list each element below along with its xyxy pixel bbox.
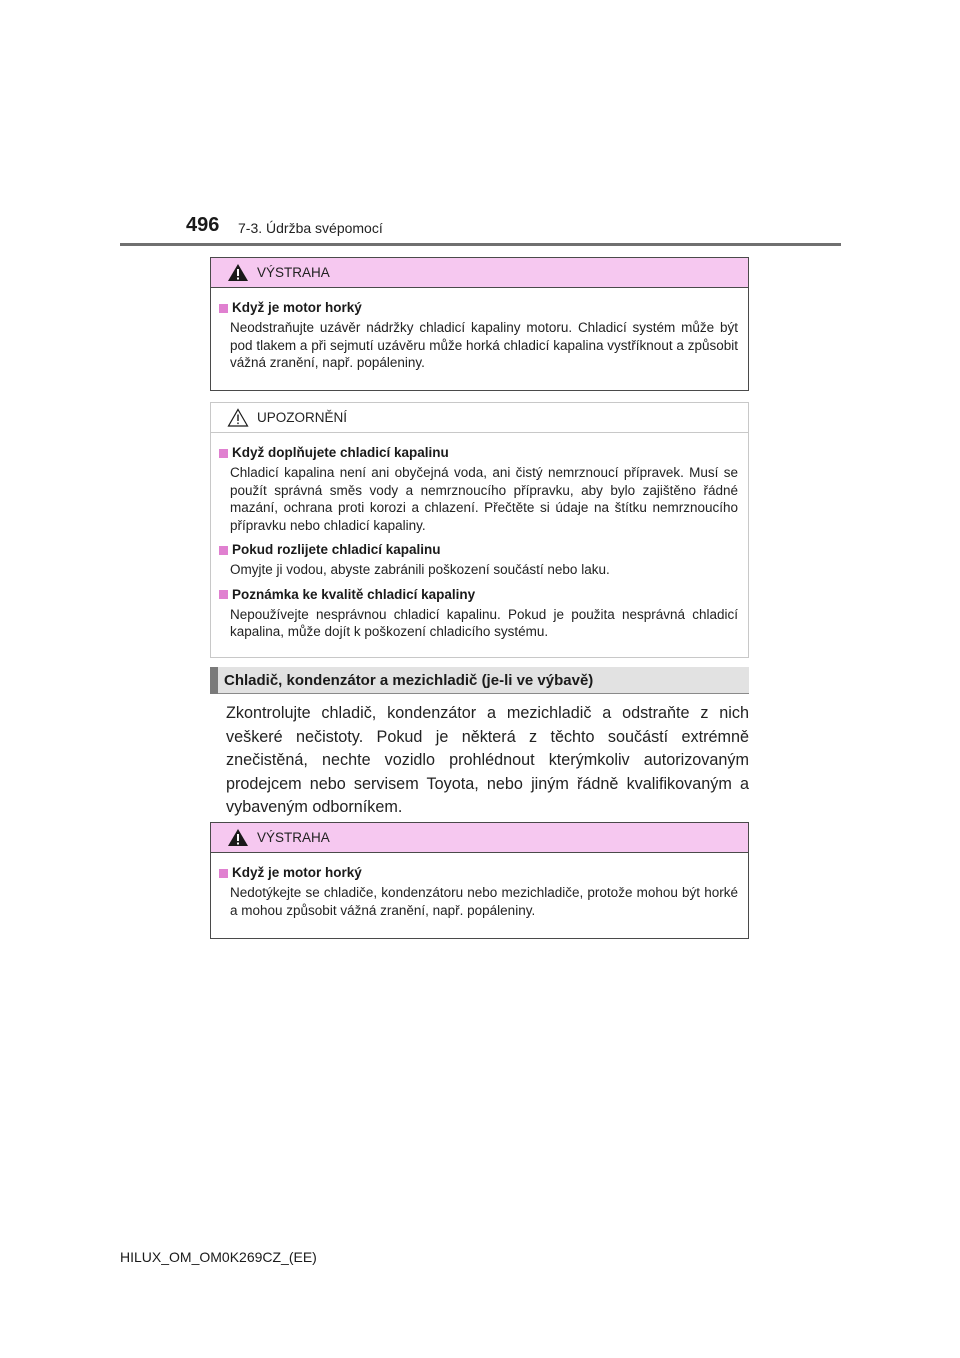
warning-label: VÝSTRAHA xyxy=(257,830,330,845)
bullet-square-icon xyxy=(219,546,228,555)
section-heading xyxy=(210,667,749,694)
caution-box-coolant xyxy=(210,402,749,658)
caution-item xyxy=(218,585,738,641)
caution-header xyxy=(211,403,748,433)
bullet-square-icon xyxy=(219,869,228,878)
bullet-square-icon xyxy=(219,590,228,599)
caution-triangle-icon xyxy=(227,408,249,427)
footer-doc-id: HILUX_OM_OM0K269CZ_(EE) xyxy=(120,1249,317,1265)
item-text: Chladicí kapalina není ani obyčejná voda, ani čistý nemrznoucí přípravek. Musí se použít správná směs vody a nemrznoucího přípravku, aby bylo zajištěno řádné mazání, ochrana proti korozi a chlazení. Přečtěte si údaje na štítku nemrznoucího přípravku nebo chladicí kapaliny. xyxy=(230,465,738,533)
body-paragraph: Zkontrolujte chladič, kondenzátor a mezichladič a odstraňte z nich veškeré nečistoty. Pokud je některá z těchto součástí extrémně znečistěná, nechte vozidlo prohlédnout kterýmkoliv autorizovaným prodejcem nebo servisem Toyota, nebo jiným řádně kvalifikovaným a vybaveným odborníkem. xyxy=(226,704,749,816)
caution-label: UPOZORNĚNÍ xyxy=(257,410,348,425)
item-text: Neodstraňujte uzávěr nádržky chladicí kapaliny motoru. Chladicí systém může být pod tlakem a při sejmutí uzávěru může horká chladicí kapalina vystříknout a způsobit vážná zranění, např. popáleniny. xyxy=(230,320,738,370)
item-title: Poznámka ke kvalitě chladicí kapaliny xyxy=(232,586,476,602)
item-text: Omyjte ji vodou, abyste zabránili poškození součástí nebo laku. xyxy=(230,562,610,577)
item-text: Nepoužívejte nesprávnou chladicí kapalinu. Pokud je použita nesprávná chladicí kapalina, může dojít k poškození chladicího systému. xyxy=(230,606,738,639)
caution-item xyxy=(218,443,738,534)
item-text: Nedotýkejte se chladiče, kondenzátoru nebo mezichladiče, protože mohou být horké a mohou způsobit vážná zranění, např. popáleniny. xyxy=(230,885,738,918)
section-heading-text: Chladič, kondenzátor a mezichladič (je-li ve výbavě) xyxy=(224,671,594,689)
warning-header xyxy=(211,823,748,853)
warning-triangle-icon xyxy=(227,828,249,847)
bullet-square-icon xyxy=(219,449,228,458)
warning-label: VÝSTRAHA xyxy=(257,265,330,280)
item-title: Když je motor horký xyxy=(232,865,362,880)
item-title: Pokud rozlijete chladicí kapalinu xyxy=(232,542,441,557)
warning-triangle-icon xyxy=(227,263,249,282)
page-header xyxy=(0,0,960,250)
section-title: 7-3. Údržba svépomocí xyxy=(238,220,383,236)
item-title: Když je motor horký xyxy=(232,300,362,315)
item-title: Když doplňujete chladicí kapalinu xyxy=(232,445,449,460)
warning-box-engine-cap xyxy=(210,257,749,391)
caution-item xyxy=(218,540,738,579)
warning-header xyxy=(211,258,748,288)
heading-bar xyxy=(210,667,218,694)
header-rule xyxy=(120,243,841,246)
warning-box-radiator xyxy=(210,822,749,939)
warning-item xyxy=(218,298,738,372)
bullet-square-icon xyxy=(219,304,228,313)
warning-item xyxy=(218,863,738,919)
page-number: 496 xyxy=(186,214,220,236)
